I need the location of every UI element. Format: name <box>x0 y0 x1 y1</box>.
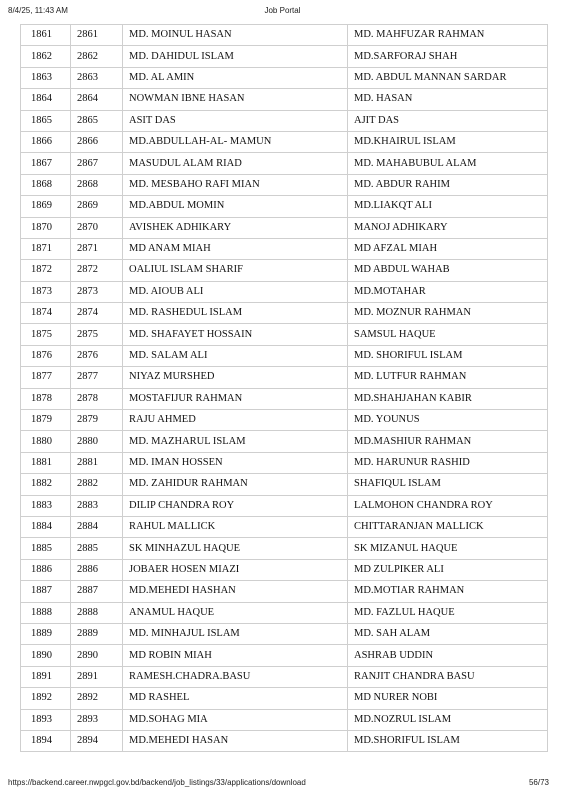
roll-cell: 2868 <box>71 174 123 195</box>
roll-cell: 2881 <box>71 452 123 473</box>
applicant-name-cell: MD. SALAM ALI <box>123 345 348 366</box>
father-name-cell: MD. LUTFUR RAHMAN <box>348 367 548 388</box>
serial-cell: 1883 <box>21 495 71 516</box>
table-row <box>21 645 548 666</box>
applicant-name-cell: MD. MESBAHO RAFI MIAN <box>123 174 348 195</box>
table-row <box>21 495 548 516</box>
applicant-name-cell: MD RASHEL <box>123 688 348 709</box>
page-number: 56/73 <box>528 778 549 787</box>
table-row <box>21 666 548 687</box>
father-name-cell: MD.SHAHJAHAN KABIR <box>348 388 548 409</box>
roll-cell: 2864 <box>71 89 123 110</box>
roll-cell: 2880 <box>71 431 123 452</box>
table-row <box>21 538 548 559</box>
applicant-name-cell: MD. RASHEDUL ISLAM <box>123 303 348 324</box>
table-row <box>21 602 548 623</box>
roll-cell: 2882 <box>71 474 123 495</box>
roll-cell: 2893 <box>71 709 123 730</box>
applicants-table <box>20 24 548 752</box>
applicant-name-cell: MD. MOINUL HASAN <box>123 25 348 46</box>
roll-cell: 2885 <box>71 538 123 559</box>
applicant-name-cell: SK MINHAZUL HAQUE <box>123 538 348 559</box>
table-row <box>21 345 548 366</box>
table-row <box>21 709 548 730</box>
father-name-cell: MD. HARUNUR RASHID <box>348 452 548 473</box>
father-name-cell: MANOJ ADHIKARY <box>348 217 548 238</box>
roll-cell: 2861 <box>71 25 123 46</box>
roll-cell: 2884 <box>71 516 123 537</box>
father-name-cell: MD.MOTAHAR <box>348 281 548 302</box>
applicant-name-cell: NOWMAN IBNE HASAN <box>123 89 348 110</box>
serial-cell: 1889 <box>21 623 71 644</box>
roll-cell: 2894 <box>71 730 123 751</box>
roll-cell: 2878 <box>71 388 123 409</box>
father-name-cell: MD NURER NOBI <box>348 688 548 709</box>
roll-cell: 2867 <box>71 153 123 174</box>
roll-cell: 2869 <box>71 196 123 217</box>
serial-cell: 1882 <box>21 474 71 495</box>
table-row <box>21 410 548 431</box>
applicant-name-cell: DILIP CHANDRA ROY <box>123 495 348 516</box>
table-row <box>21 730 548 751</box>
roll-cell: 2865 <box>71 110 123 131</box>
applicants-table-body <box>21 25 548 752</box>
applicant-name-cell: MD. DAHIDUL ISLAM <box>123 46 348 67</box>
serial-cell: 1880 <box>21 431 71 452</box>
serial-cell: 1884 <box>21 516 71 537</box>
roll-cell: 2873 <box>71 281 123 302</box>
serial-cell: 1894 <box>21 730 71 751</box>
father-name-cell: MD.LIAKQT ALI <box>348 196 548 217</box>
table-row <box>21 281 548 302</box>
roll-cell: 2877 <box>71 367 123 388</box>
father-name-cell: SAMSUL HAQUE <box>348 324 548 345</box>
father-name-cell: MD ABDUL WAHAB <box>348 260 548 281</box>
father-name-cell: MD. HASAN <box>348 89 548 110</box>
father-name-cell: MD ZULPIKER ALI <box>348 559 548 580</box>
table-row <box>21 67 548 88</box>
table-row <box>21 89 548 110</box>
father-name-cell: MD. MOZNUR RAHMAN <box>348 303 548 324</box>
serial-cell: 1890 <box>21 645 71 666</box>
father-name-cell: MD. ABDUR RAHIM <box>348 174 548 195</box>
serial-cell: 1878 <box>21 388 71 409</box>
table-row <box>21 324 548 345</box>
table-row <box>21 452 548 473</box>
serial-cell: 1866 <box>21 131 71 152</box>
applicant-name-cell: NIYAZ MURSHED <box>123 367 348 388</box>
serial-cell: 1872 <box>21 260 71 281</box>
table-row <box>21 46 548 67</box>
serial-cell: 1891 <box>21 666 71 687</box>
father-name-cell: MD.MOTIAR RAHMAN <box>348 581 548 602</box>
table-row <box>21 688 548 709</box>
father-name-cell: MD AFZAL MIAH <box>348 238 548 259</box>
father-name-cell: AJIT DAS <box>348 110 548 131</box>
applicant-name-cell: MD. AIOUB ALI <box>123 281 348 302</box>
table-row <box>21 196 548 217</box>
print-title: Job Portal <box>264 6 301 15</box>
serial-cell: 1877 <box>21 367 71 388</box>
father-name-cell: MD.SHORIFUL ISLAM <box>348 730 548 751</box>
applicant-name-cell: MD. SHAFAYET HOSSAIN <box>123 324 348 345</box>
father-name-cell: RANJIT CHANDRA BASU <box>348 666 548 687</box>
serial-cell: 1887 <box>21 581 71 602</box>
applicant-name-cell: MD. ZAHIDUR RAHMAN <box>123 474 348 495</box>
applicant-name-cell: JOBAER HOSEN MIAZI <box>123 559 348 580</box>
father-name-cell: MD. YOUNUS <box>348 410 548 431</box>
print-header <box>0 6 565 20</box>
table-row <box>21 581 548 602</box>
serial-cell: 1888 <box>21 602 71 623</box>
print-footer <box>0 778 565 790</box>
roll-cell: 2866 <box>71 131 123 152</box>
applicant-name-cell: MD ROBIN MIAH <box>123 645 348 666</box>
serial-cell: 1870 <box>21 217 71 238</box>
serial-cell: 1867 <box>21 153 71 174</box>
father-name-cell: MD.SARFORAJ SHAH <box>348 46 548 67</box>
applicant-name-cell: MD ANAM MIAH <box>123 238 348 259</box>
applicant-name-cell: RAHUL MALLICK <box>123 516 348 537</box>
father-name-cell: SK MIZANUL HAQUE <box>348 538 548 559</box>
page-url: https://backend.career.nwpgcl.gov.bd/backend/job_listings/33/applications/download <box>8 778 306 787</box>
serial-cell: 1874 <box>21 303 71 324</box>
father-name-cell: MD. SHORIFUL ISLAM <box>348 345 548 366</box>
serial-cell: 1869 <box>21 196 71 217</box>
applicant-name-cell: MD.SOHAG MIA <box>123 709 348 730</box>
applicant-name-cell: AVISHEK ADHIKARY <box>123 217 348 238</box>
table-row <box>21 431 548 452</box>
serial-cell: 1873 <box>21 281 71 302</box>
father-name-cell: MD. ABDUL MANNAN SARDAR <box>348 67 548 88</box>
table-row <box>21 367 548 388</box>
roll-cell: 2876 <box>71 345 123 366</box>
table-row <box>21 474 548 495</box>
applicant-name-cell: MD. IMAN HOSSEN <box>123 452 348 473</box>
father-name-cell: MD. FAZLUL HAQUE <box>348 602 548 623</box>
serial-cell: 1892 <box>21 688 71 709</box>
roll-cell: 2862 <box>71 46 123 67</box>
table-row <box>21 174 548 195</box>
applicant-name-cell: RAMESH.CHADRA.BASU <box>123 666 348 687</box>
serial-cell: 1881 <box>21 452 71 473</box>
table-row <box>21 153 548 174</box>
roll-cell: 2892 <box>71 688 123 709</box>
table-row <box>21 238 548 259</box>
serial-cell: 1868 <box>21 174 71 195</box>
table-row <box>21 303 548 324</box>
serial-cell: 1893 <box>21 709 71 730</box>
table-row <box>21 516 548 537</box>
father-name-cell: MD. MAHFUZAR RAHMAN <box>348 25 548 46</box>
father-name-cell: MD. SAH ALAM <box>348 623 548 644</box>
serial-cell: 1863 <box>21 67 71 88</box>
applicant-name-cell: MD. AL AMIN <box>123 67 348 88</box>
roll-cell: 2888 <box>71 602 123 623</box>
roll-cell: 2872 <box>71 260 123 281</box>
applicant-name-cell: MD.ABDUL MOMIN <box>123 196 348 217</box>
applicant-name-cell: MOSTAFIJUR RAHMAN <box>123 388 348 409</box>
father-name-cell: CHITTARANJAN MALLICK <box>348 516 548 537</box>
father-name-cell: LALMOHON CHANDRA ROY <box>348 495 548 516</box>
table-row <box>21 110 548 131</box>
father-name-cell: MD.MASHIUR RAHMAN <box>348 431 548 452</box>
serial-cell: 1865 <box>21 110 71 131</box>
table-row <box>21 25 548 46</box>
roll-cell: 2886 <box>71 559 123 580</box>
applicant-name-cell: OALIUL ISLAM SHARIF <box>123 260 348 281</box>
serial-cell: 1879 <box>21 410 71 431</box>
father-name-cell: MD.NOZRUL ISLAM <box>348 709 548 730</box>
applicant-name-cell: ASIT DAS <box>123 110 348 131</box>
roll-cell: 2863 <box>71 67 123 88</box>
father-name-cell: MD. MAHABUBUL ALAM <box>348 153 548 174</box>
roll-cell: 2883 <box>71 495 123 516</box>
table-row <box>21 131 548 152</box>
serial-cell: 1876 <box>21 345 71 366</box>
table-row <box>21 388 548 409</box>
serial-cell: 1862 <box>21 46 71 67</box>
serial-cell: 1861 <box>21 25 71 46</box>
father-name-cell: MD.KHAIRUL ISLAM <box>348 131 548 152</box>
print-datetime: 8/4/25, 11:43 AM <box>8 6 68 15</box>
applicant-name-cell: MD.MEHEDI HASHAN <box>123 581 348 602</box>
serial-cell: 1871 <box>21 238 71 259</box>
roll-cell: 2889 <box>71 623 123 644</box>
father-name-cell: ASHRAB UDDIN <box>348 645 548 666</box>
father-name-cell: SHAFIQUL ISLAM <box>348 474 548 495</box>
table-row <box>21 217 548 238</box>
applicant-name-cell: MASUDUL ALAM RIAD <box>123 153 348 174</box>
roll-cell: 2874 <box>71 303 123 324</box>
applicant-name-cell: MD.MEHEDI HASAN <box>123 730 348 751</box>
applicant-name-cell: MD.ABDULLAH-AL- MAMUN <box>123 131 348 152</box>
serial-cell: 1864 <box>21 89 71 110</box>
applicant-name-cell: MD. MAZHARUL ISLAM <box>123 431 348 452</box>
applicant-name-cell: MD. MINHAJUL ISLAM <box>123 623 348 644</box>
roll-cell: 2871 <box>71 238 123 259</box>
serial-cell: 1875 <box>21 324 71 345</box>
roll-cell: 2887 <box>71 581 123 602</box>
table-row <box>21 559 548 580</box>
roll-cell: 2879 <box>71 410 123 431</box>
applicant-name-cell: ANAMUL HAQUE <box>123 602 348 623</box>
roll-cell: 2891 <box>71 666 123 687</box>
applicant-name-cell: RAJU AHMED <box>123 410 348 431</box>
roll-cell: 2870 <box>71 217 123 238</box>
roll-cell: 2890 <box>71 645 123 666</box>
table-row <box>21 260 548 281</box>
serial-cell: 1885 <box>21 538 71 559</box>
serial-cell: 1886 <box>21 559 71 580</box>
roll-cell: 2875 <box>71 324 123 345</box>
table-row <box>21 623 548 644</box>
